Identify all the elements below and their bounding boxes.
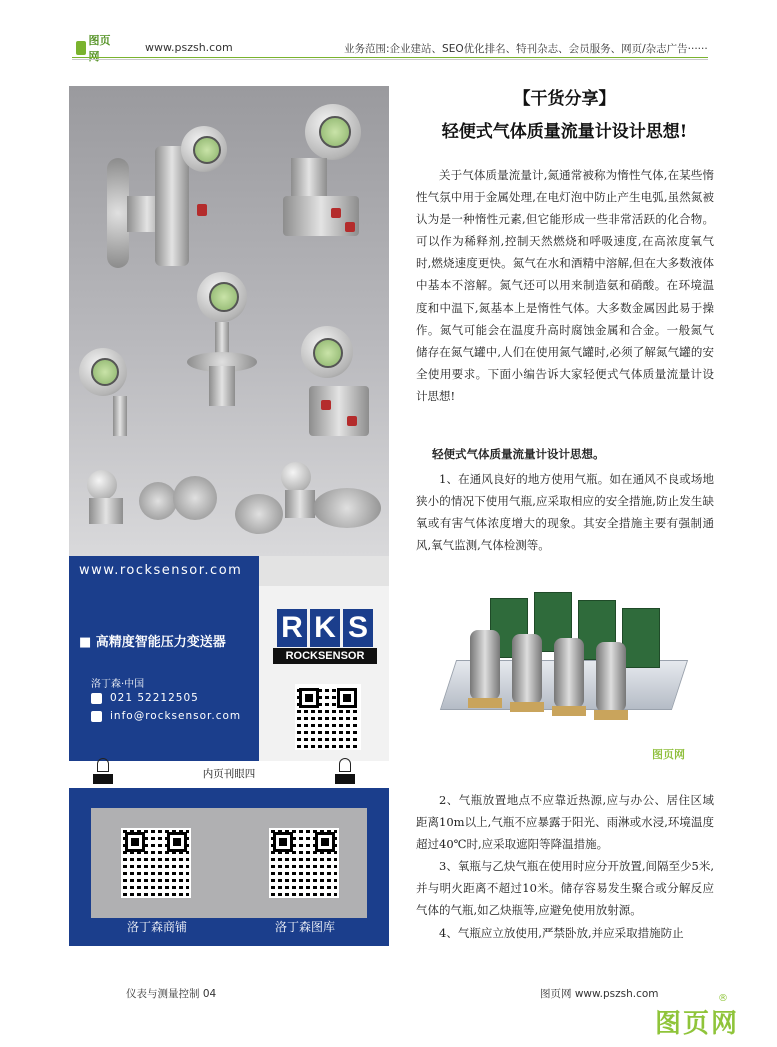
valve-cylinder-icon xyxy=(512,634,542,704)
flange-icon xyxy=(107,158,129,268)
diaphragm-icon xyxy=(235,494,283,534)
ad-url-spacer xyxy=(259,556,389,586)
rks-letter: R xyxy=(277,609,307,647)
valve-icon xyxy=(321,400,331,410)
article-title: 轻便式气体质量流量计设计思想! xyxy=(441,122,688,142)
valve-icon xyxy=(197,204,207,216)
email-icon xyxy=(91,711,102,722)
article-continuation xyxy=(416,789,714,944)
qr-code-icon[interactable] xyxy=(295,684,361,750)
article-paragraph: 2、气瓶放置地点不应靠近热源,应与办公、居住区域距离10m以上,气瓶不应暴露于阳光、雨淋或水浸,环境温度超过40℃时,应采取遮阳等降温措施。 xyxy=(416,793,714,852)
product-photo xyxy=(69,86,389,556)
lcd-display-icon xyxy=(313,338,343,368)
qr-gallery-label: 洛丁森图库 xyxy=(275,920,336,934)
footer-right[interactable]: 图页网 www.pszsh.com xyxy=(540,988,659,1000)
article-paragraph: 4、气瓶应立放使用,严禁卧放,并应采取措施防止 xyxy=(439,925,684,940)
rks-letter: K xyxy=(310,609,340,647)
site-url[interactable]: www.pszsh.com xyxy=(145,41,233,54)
manifold-icon xyxy=(309,386,369,436)
site-logo[interactable] xyxy=(76,34,120,56)
article-paragraph: 1、在通风良好的地方使用气瓶。如在通风不良或场地狭小的情况下使用气瓶,应采取相应的安全措施,防止发生缺氧或有害气体浓度增大的现象。其安全措施主要有强制通风,氧气监测,气体检测等。 xyxy=(416,472,714,553)
brass-fitting-icon xyxy=(594,710,628,720)
qr-shop-label: 洛丁森商铺 xyxy=(127,920,188,934)
brass-fitting-icon xyxy=(510,702,544,712)
qr-code-gallery-icon[interactable] xyxy=(269,828,339,898)
ad-phone[interactable] xyxy=(91,692,199,704)
ad-email[interactable] xyxy=(91,710,241,722)
figure-watermark: 图页网 xyxy=(652,748,685,761)
logo-icon xyxy=(76,41,86,55)
services-text: 业务范围:企业建站、SEO优化排名、特刊杂志、会员服务、网页/杂志广告······ xyxy=(344,43,708,55)
circuit-board-icon xyxy=(622,608,660,668)
steel-body-icon xyxy=(113,396,127,436)
valve-cylinder-icon xyxy=(470,630,500,700)
rks-logo xyxy=(277,609,373,647)
article-kicker: 【干货分享】 xyxy=(513,89,616,109)
logo-text: 图页 xyxy=(88,34,111,47)
registered-mark: ® xyxy=(718,993,728,1004)
steel-body-icon xyxy=(155,146,189,266)
valve-icon xyxy=(331,208,341,218)
lcd-display-icon xyxy=(209,282,239,312)
qr-code-shop-icon[interactable] xyxy=(121,828,191,898)
ad-page-label: 内页刊眼四 xyxy=(202,768,256,780)
article-subheading: 轻便式气体质量流量计设计思想。 xyxy=(432,447,605,461)
rocksensor-wordmark: ROCKSENSOR xyxy=(273,648,377,664)
article-paragraph: 关于气体质量流量计,氮通常被称为惰性气体,在某些惰性气氛中用于金属处理,在电灯泡中防止产生电弧,虽然氮被认为是一种惰性元素,但它能形成一些非常活跃的化合物。可以作为稀释剂,控制天然燃烧和呼吸速度,在高浓度氧气时,燃烧速度更快。氮气在水和酒精中溶解,但在大多数液体中基本不溶解。氮气还可以用来制造氨和硝酸。在环境温度和中温下,氮基本上是惰性气体。大多数金属因此易于操作。氮气可能会在温度升高时腐蚀金属和合金。一般氮气储存在氮气罐中,人们在使用氮气罐时,必须了解氮气罐的安全使用要求。下面小编告诉大家轻便式气体质量流量计设计思想! xyxy=(416,168,714,403)
ad-website-url[interactable]: www.rocksensor.com xyxy=(69,556,259,586)
ad-qr-panel xyxy=(69,788,389,946)
ad-phone-number: 021 52212505 xyxy=(110,692,199,704)
valve-icon xyxy=(345,222,355,232)
flow-meter-figure xyxy=(438,590,688,760)
brass-fitting-icon xyxy=(552,706,586,716)
valve-cylinder-icon xyxy=(554,638,584,708)
valve-icon xyxy=(347,416,357,426)
ad-contact-panel xyxy=(69,586,259,761)
header-divider-secondary xyxy=(72,59,708,60)
header-divider xyxy=(72,57,708,58)
ad-email-address: info@rocksensor.com xyxy=(110,710,242,722)
lcd-display-icon xyxy=(193,136,221,164)
phone-icon xyxy=(91,693,102,704)
brass-fitting-icon xyxy=(468,698,502,708)
lcd-display-icon xyxy=(319,116,351,148)
flange-icon xyxy=(139,482,177,520)
transmitter-head-icon xyxy=(87,470,117,500)
page-header xyxy=(0,0,777,62)
article-paragraph: 3、氧瓶与乙炔气瓶在使用时应分开放置,间隔至少5米,并与明火距离不超过10米。储存容易发生聚合或分解反应气体的气瓶,如乙炔瓶等,应避免使用放射源。 xyxy=(416,859,714,918)
steel-body-icon xyxy=(209,366,235,406)
rks-letter: S xyxy=(343,609,373,647)
flange-icon xyxy=(173,476,217,520)
manifold-icon xyxy=(89,498,123,524)
ad-product-name: ■ 高精度智能压力变送器 xyxy=(79,635,226,650)
valve-cylinder-icon xyxy=(596,642,626,712)
watermark-logo: 图页网 xyxy=(655,1009,740,1039)
ad-brand-panel xyxy=(259,586,389,761)
transmitter-head-icon xyxy=(281,462,311,492)
diaphragm-icon xyxy=(313,488,381,528)
ad-company-name: 洛丁森·中国 xyxy=(91,679,145,690)
rocksensor-advertisement xyxy=(69,86,389,946)
lcd-display-icon xyxy=(91,358,119,386)
manifold-icon xyxy=(285,490,315,518)
footer-left: 仪表与测量控制 04 xyxy=(126,988,217,1000)
